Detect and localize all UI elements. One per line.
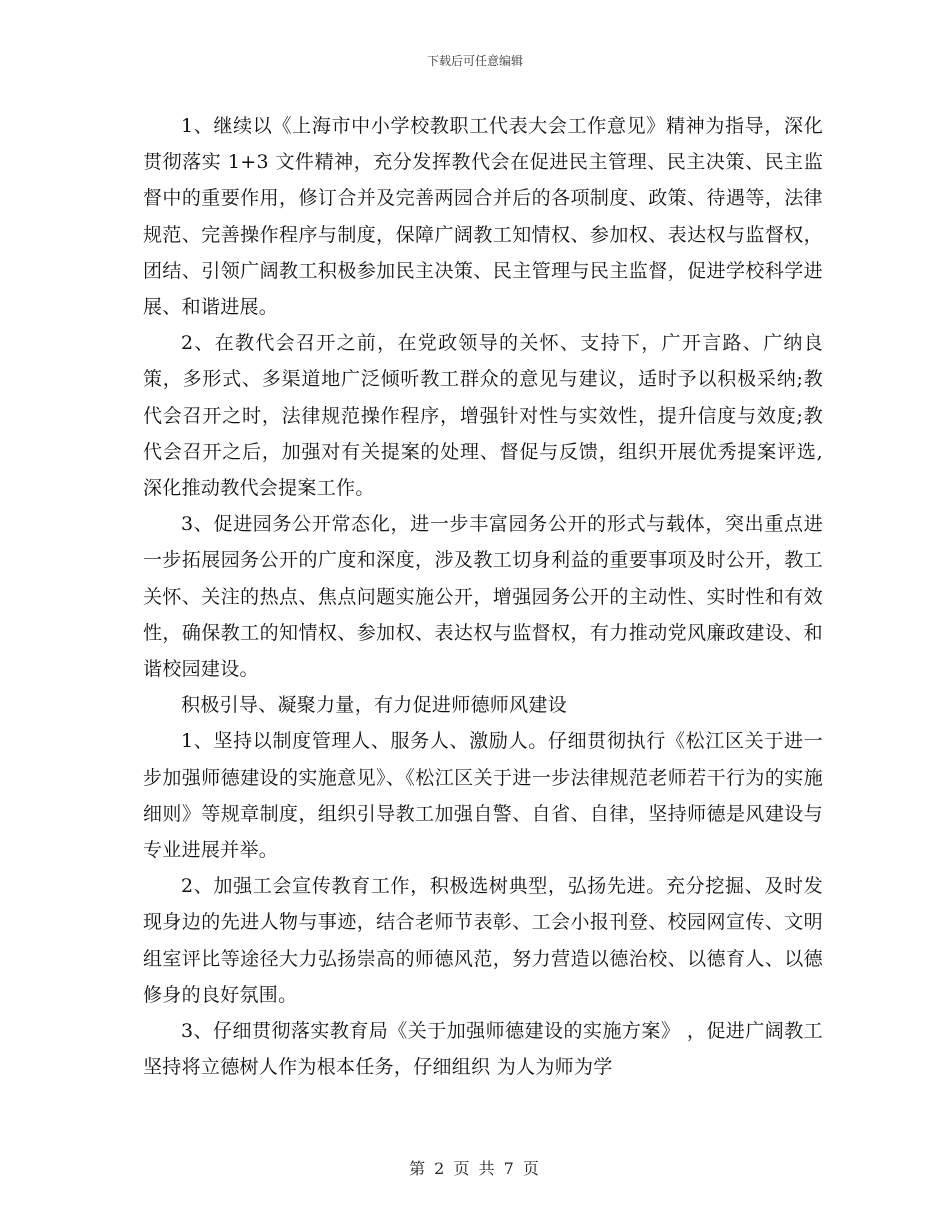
page-header: 下载后可任意编辑 xyxy=(426,54,523,68)
paragraph: 2、加强工会宣传教育工作，积极选树典型，弘扬先进。充分挖掘、及时发现身边的先进人物与事迹，结合老师节表彰、工会小报刊登、校园网宣传、文明组室评比等途径大力弘扬崇高的师德风范，努力营造以德治校、以德育人、以德修身的良好氛围。 xyxy=(143,875,823,1006)
section-heading: 积极引导、凝聚力量，有力促进师德师风建设 xyxy=(181,694,568,717)
paragraph: 3、仔细贯彻落实教育局《关于加强师德建设的实施方案》 ，促进广阔教工坚持将立德树人作为根本任务，仔细组织 为人为师为学 xyxy=(143,1020,823,1079)
paragraph: 1、继续以《上海市中小学校教职工代表大会工作意见》精神为指导，深化贯彻落实 1+3 文件精神，充分发挥教代会在促进民主管理、民主决策、民主监督中的重要作用，修订合并及完善两园合并后的各项制度、政策、待遇等，法律规范、完善操作程序与制度，保障广阔教工知情权、参加权、表达权与监督权，团结、引领广阔教工积极参加民主决策、民主管理与民主监督，促进学校科学进展、和谐进展。 xyxy=(143,115,823,319)
paragraph: 3、促进园务公开常态化，进一步丰富园务公开的形式与载体，突出重点进一步拓展园务公开的广度和深度，涉及教工切身利益的重要事项及时公开，教工关怀、关注的热点、焦点问题实施公开，增强园务公开的主动性、实时性和有效性，确保教工的知情权、参加权、表达权与监督权，有力推动党风廉政建设、和谐校园建设。 xyxy=(143,513,823,681)
document-body xyxy=(143,108,823,1085)
paragraph: 2、在教代会召开之前，在党政领导的关怀、支持下，广开言路、广纳良策，多形式、多渠道地广泛倾听教工群众的意见与建议，适时予以积极采纳;教代会召开之时，法律规范操作程序，增强针对性与实效性，提升信度与效度;教代会召开之后，加强对有关提案的处理、督促与反馈，组织开展优秀提案评选,深化推动教代会提案工作。 xyxy=(143,332,823,500)
page-number-footer: 第 2 页 共 7 页 xyxy=(409,1159,541,1178)
paragraph: 1、坚持以制度管理人、服务人、激励人。仔细贯彻执行《松江区关于进一步加强师德建设的实施意见》、《松江区关于进一步法律规范老师若干行为的实施细则》等规章制度，组织引导教工加强自警、自省、自律，坚持师德是风建设与专业进展并举。 xyxy=(143,730,823,862)
